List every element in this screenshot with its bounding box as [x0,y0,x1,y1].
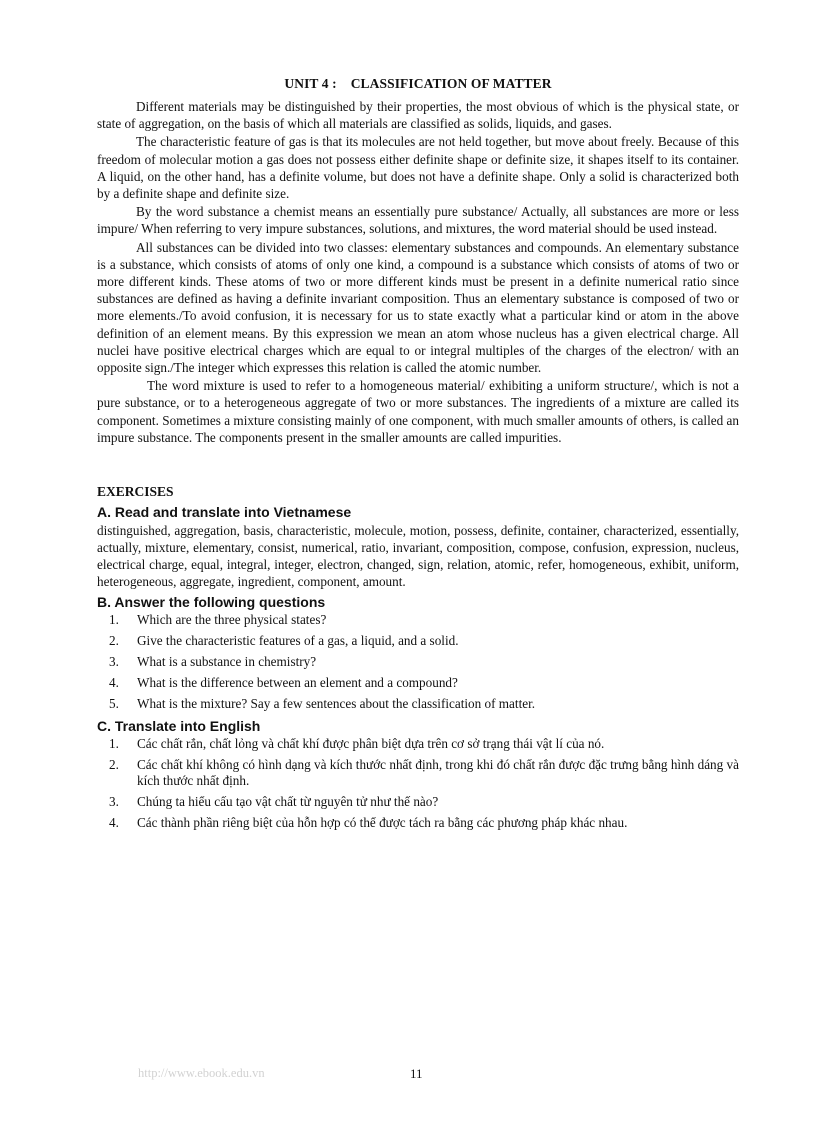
item-number: 3. [109,794,119,810]
exercises-heading: EXERCISES [97,484,174,500]
section-c-heading: C. Translate into English [97,717,261,734]
footer-url-watermark: http://www.ebook.edu.vn [138,1066,265,1080]
paragraph-3: By the word substance a chemist means an essentially pure substance/ Actually, all substances are more or less impure/ When referring to very impure substances, solutions, and mixtures, the word material should be used instead. [97,204,739,237]
item-number: 4. [109,675,119,691]
vocabulary-list: distinguished, aggregation, basis, characteristic, molecule, motion, possess, definite, container, characterized, essentially, actually, mixture, elementary, consist, numerical, ratio, invariant, composition, compose, confusion, expression, nucleus, electrical charge, equal, integral, integer, electron, changed, sign, relation, atomic, refer, homogeneous, exhibit, uniform, heterogeneous, aggregate, ingredient, component, amount. [97,523,739,590]
unit-number: UNIT 4 : [284,76,337,91]
item-text: What is a substance in chemistry? [137,654,317,670]
item-text: Give the characteristic features of a gas, a liquid, and a solid. [137,633,459,649]
list-item [97,794,739,811]
paragraph-1: Different materials may be distinguished by their properties, the most obvious of which is the physical state, or state of aggregation, on the basis of which all materials are classified as solids, liquids, and gases. [97,99,739,132]
section-a-heading: A. Read and translate into Vietnamese [97,504,352,521]
questions-list [97,612,739,713]
section-b-heading: B. Answer the following questions [97,594,326,611]
paragraph-2: The characteristic feature of gas is that its molecules are not held together, but move about freely. Because of this freedom of molecular motion a gas does not possess either definite shape or definite size, it shapes itself to its container. A liquid, on the other hand, has a definite volume, but does not have a definite shape. Only a solid is characterized both by a definite shape and definite size. [97,134,739,202]
list-item [97,815,739,832]
item-text: Các chất rắn, chất lỏng và chất khí được phân biệt dựa trên cơ sở trạng thái vật lí của nó. [137,735,605,751]
list-item [97,736,739,753]
item-text: Chúng ta hiểu cấu tạo vật chất từ nguyên tử như thế nào? [137,794,439,810]
item-number: 3. [109,654,119,670]
unit-topic: CLASSIFICATION OF MATTER [350,76,552,91]
unit-title [97,76,739,92]
item-text: Các chất khí không có hình dạng và kích thước nhất định, trong khi đó chất rắn được đặc trưng bằng hình dáng và kích thước nhất định. [137,756,739,789]
translation-list [97,736,739,832]
page-number: 11 [410,1066,423,1081]
item-text: Which are the three physical states? [137,612,327,628]
list-item [97,654,739,671]
list-item [97,612,739,629]
item-number: 5. [109,696,119,712]
list-item [97,633,739,650]
paragraph-4: All substances can be divided into two classes: elementary substances and compounds. An elementary substance is a substance, which consists of atoms of only one kind, a compound is a substance which consists of atoms of two or more different kinds. These atoms of two or more different kinds must be present in a definite numerical ratio since substances are defined as having a definite invariant composition. Thus an elementary substance is composed of two or more elements./To avoid confusion, it is necessary for us to state exactly what a particular kind or atom in the above definition of an element means. By this expression we mean an atom whose nucleus has a given electrical charge. All nuclei have positive electrical charges which are equal to or integral multiples of the charges of the electron/ with an opposite sign./The integer which expresses this relation is called the atomic number. [97,239,739,376]
page-content [97,76,739,836]
list-item [97,675,739,692]
paragraph-5: The word mixture is used to refer to a homogeneous material/ exhibiting a uniform structure/, which is not a pure substance, or to a heterogeneous aggregate of two or more substances. The ingredients of a mixture are called its component. Sometimes a mixture consisting mainly of one component, with much smaller amounts of others, is called an impure substance. The components present in the smaller amounts are called impurities. [97,378,739,445]
item-number: 2. [109,756,119,772]
list-item [97,696,739,713]
item-number: 1. [109,612,119,628]
item-number: 1. [109,735,119,751]
item-text: What is the mixture? Say a few sentences about the classification of matter. [137,696,536,712]
item-text: What is the difference between an element and a compound? [137,675,458,691]
list-item [97,757,739,790]
item-number: 2. [109,633,119,649]
item-number: 4. [109,815,119,831]
item-text: Các thành phần riêng biệt của hỗn hợp có thể được tách ra bằng các phương pháp khác nhau. [137,815,628,831]
